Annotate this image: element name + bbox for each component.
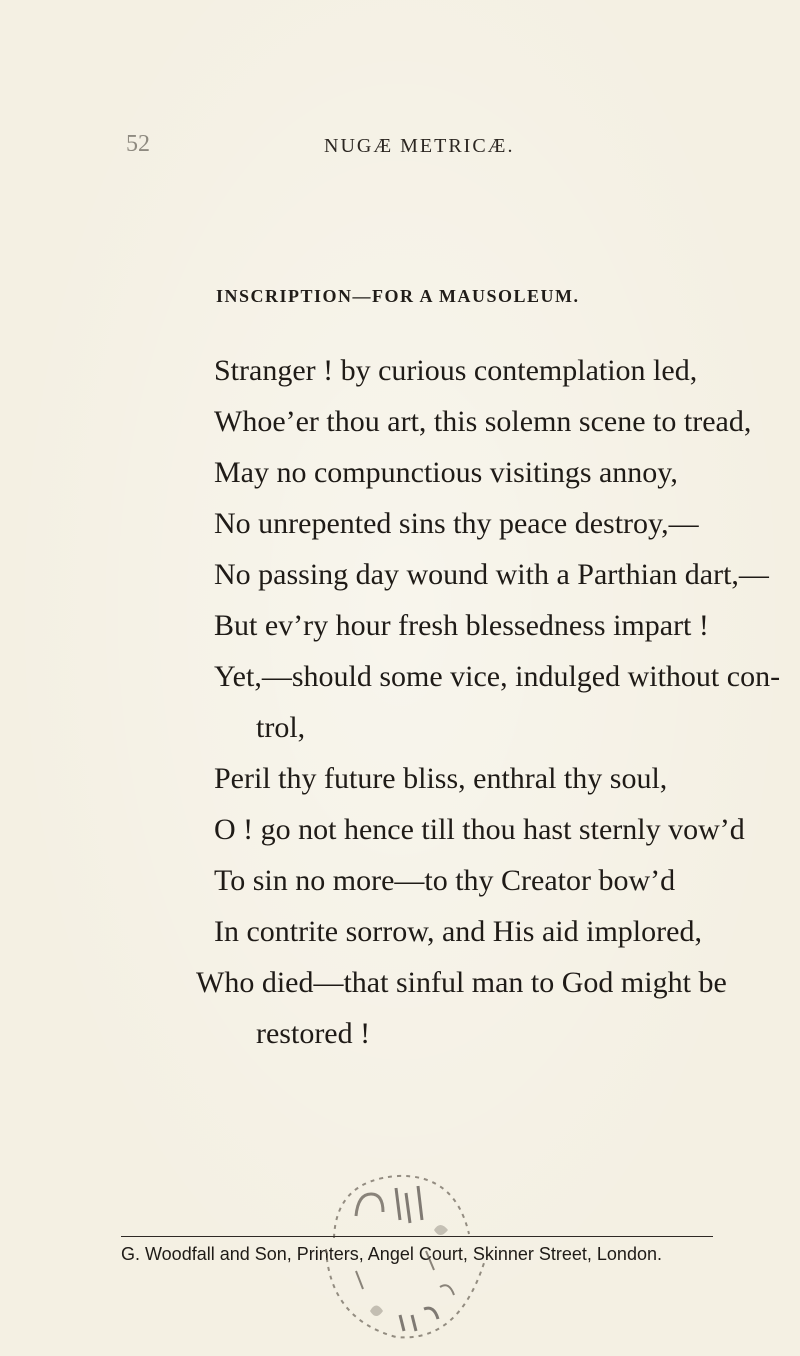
poem-line: Yet,—should some vice, indulged without con- [214, 660, 781, 693]
running-head: NUGÆ METRICÆ. [324, 135, 515, 157]
poem-line: O ! go not hence till thou hast sternly vow’d [214, 813, 745, 846]
poem-line: To sin no more—to thy Creator bow’d [214, 864, 676, 897]
poem-line: Stranger ! by curious contemplation led, [214, 354, 698, 387]
poem-line: Who died—that sinful man to God might be [196, 966, 727, 999]
printer-imprint: G. Woodfall and Son, Printers, Angel Court, Skinner Street, London. [121, 1244, 662, 1264]
poem-line-continuation: restored ! [256, 1017, 371, 1050]
poem-line: No unrepented sins thy peace destroy,— [214, 507, 699, 540]
poem-title: INSCRIPTION—FOR A MAUSOLEUM. [216, 286, 580, 306]
poem-line: No passing day wound with a Parthian dart,— [214, 558, 769, 591]
poem-line: But ev’ry hour fresh blessedness impart ! [214, 609, 709, 642]
poem-line: Peril thy future bliss, enthral thy soul, [214, 762, 668, 795]
library-stamp-bottom [308, 1235, 498, 1355]
poem-line-continuation: trol, [256, 711, 306, 744]
poem-line: Whoe’er thou art, this solemn scene to tread, [214, 405, 752, 438]
page-number: 52 [126, 131, 150, 157]
poem-line: In contrite sorrow, and His aid implored, [214, 915, 702, 948]
poem-line: May no compunctious visitings annoy, [214, 456, 678, 489]
